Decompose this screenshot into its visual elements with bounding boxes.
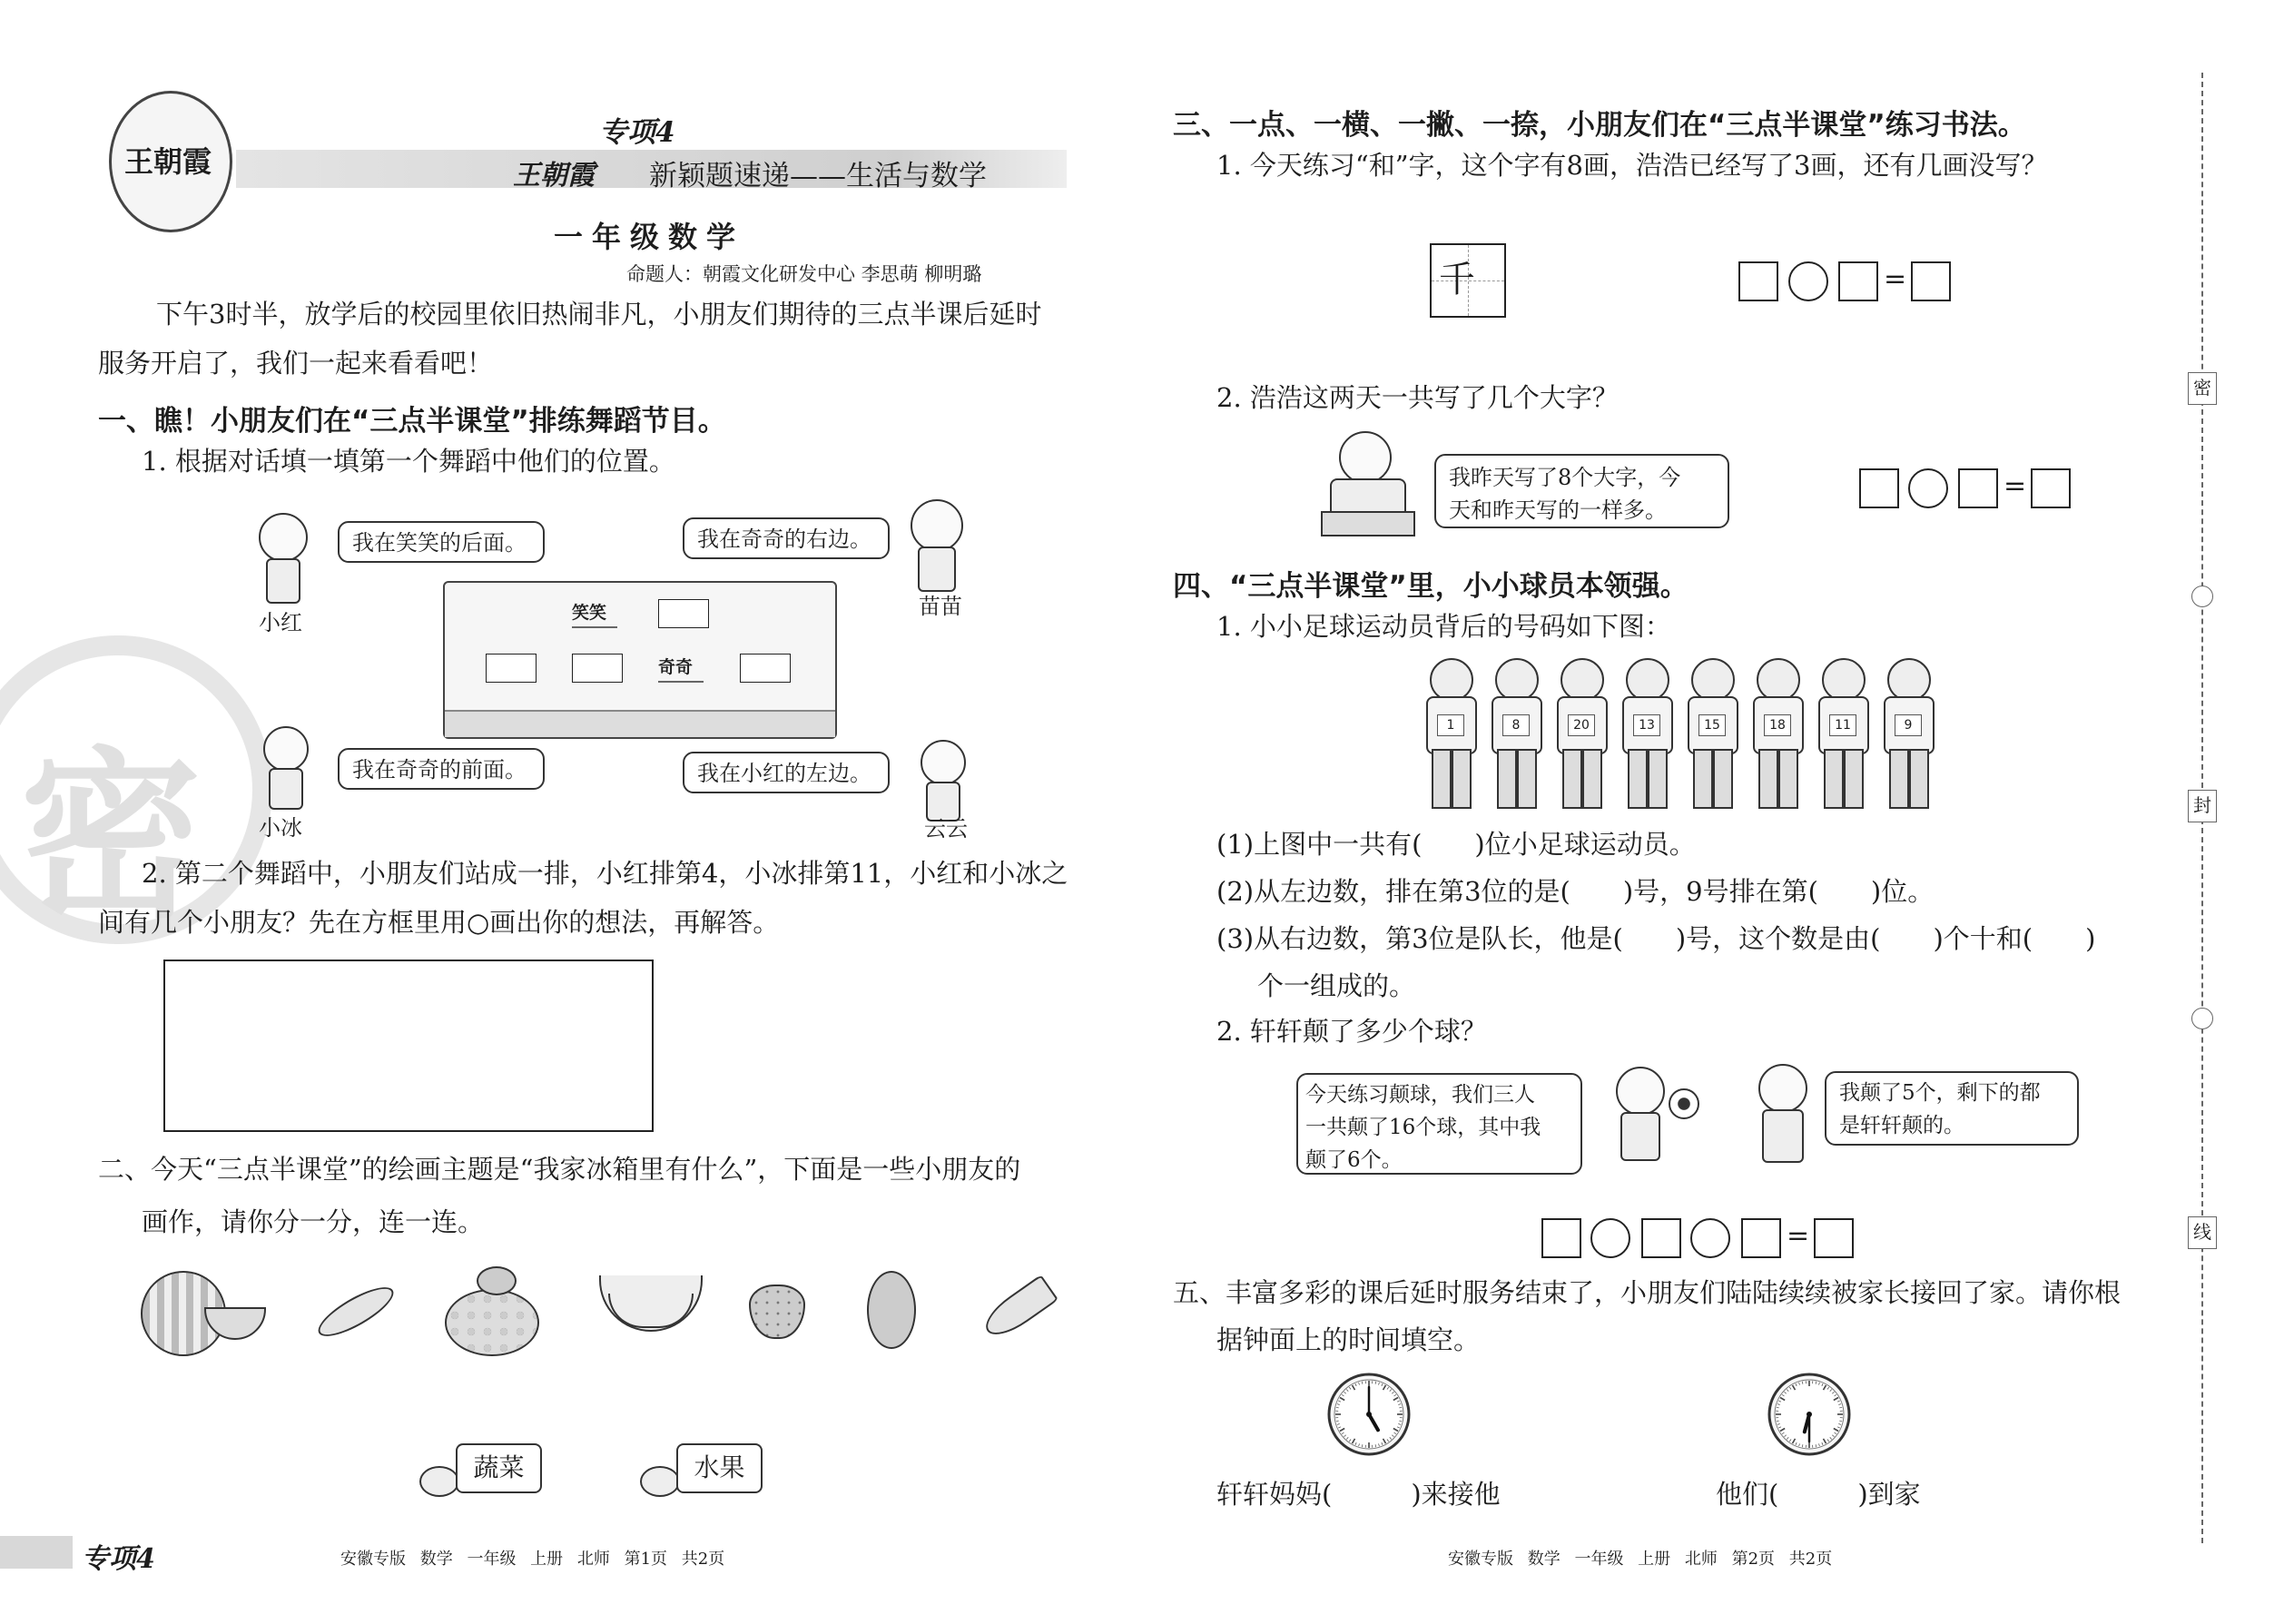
speech-haohao-line2: 天和昨天写的一样多。	[1449, 497, 1667, 523]
player-number: 1	[1437, 714, 1464, 736]
grapes-icon[interactable]	[445, 1266, 536, 1357]
calligraphy-grid	[1430, 243, 1506, 318]
boy-writing-figure	[1321, 431, 1412, 536]
speech-haohao	[1434, 454, 1729, 528]
binding-circle-icon	[2191, 1008, 2213, 1029]
intro-line2: 服务开启了，我们一起来看看吧！	[98, 348, 494, 379]
player-number: 9	[1895, 714, 1922, 736]
eq3-box-b[interactable]	[1641, 1218, 1681, 1258]
eq2-box-a[interactable]	[1859, 468, 1899, 508]
section4-sub3-line1: (3)从右边数，第3位是队长，他是( )号，这个数是由( )个十和( )	[1216, 923, 2096, 954]
speech-juggle-left-3: 颠了6个。	[1305, 1148, 1403, 1172]
binding-box: 封	[2188, 790, 2217, 822]
clock-2	[1766, 1371, 1853, 1458]
soccer-player	[1813, 658, 1871, 811]
clock-1	[1325, 1371, 1413, 1458]
player-number: 18	[1764, 714, 1791, 736]
kid-miaomiao-name: 苗苗	[919, 594, 962, 619]
section4-sub1: (1)上图中一共有( )位小足球运动员。	[1216, 829, 1696, 860]
kid-xiaohong-figure	[250, 513, 313, 604]
dance-stage	[443, 581, 837, 739]
footer-tag-bg	[0, 1536, 73, 1569]
eq2-box-b[interactable]	[1958, 468, 1998, 508]
snail-icon	[640, 1466, 680, 1497]
soccer-player	[1486, 658, 1544, 811]
eq1-box-c[interactable]	[1911, 261, 1951, 301]
boy-juggling-figure	[1607, 1067, 1698, 1194]
kid-yunyun-figure	[910, 740, 973, 822]
stage-slot	[658, 654, 704, 683]
player-number: 13	[1633, 714, 1660, 736]
eq3-box-d[interactable]	[1814, 1218, 1854, 1258]
footer-tag: 专项4	[82, 1543, 155, 1575]
eq3-box-a[interactable]	[1541, 1218, 1581, 1258]
stage-blank-4[interactable]	[740, 654, 791, 683]
section1-title: 一、瞧！小朋友们在“三点半课堂”排练舞蹈节目。	[98, 405, 726, 438]
kid-xiaohong-name: 小红	[259, 610, 302, 635]
calligraphy-char: 千	[1439, 259, 1475, 300]
binding-circle-icon	[2191, 586, 2213, 607]
speech-juggle-right	[1825, 1071, 2079, 1146]
section3-title: 三、一点、一横、一撇、一捺，小朋友们在“三点半课堂”练习书法。	[1173, 109, 2026, 142]
kid-yunyun-name: 云云	[924, 816, 968, 842]
eq2-equals: =	[2004, 470, 2027, 502]
section1-q2-line1: 2. 第二个舞蹈中，小朋友们站成一排，小红排第4，小冰排第11，小红和小冰之	[142, 858, 1068, 889]
speech-juggle-left	[1296, 1073, 1582, 1175]
banner-brand: 王朝霞	[513, 160, 595, 192]
kid-xiaobing-name: 小冰	[259, 815, 302, 841]
stage-blank-2[interactable]	[486, 654, 537, 683]
soccer-player	[1617, 658, 1675, 811]
eq2-box-c[interactable]	[2031, 468, 2071, 508]
eq1-op[interactable]	[1788, 261, 1828, 301]
section5-line1: 五、丰富多彩的课后延时服务结束了，小朋友们陆陆续续被家长接回了家。请你根	[1173, 1277, 2122, 1308]
player-number: 11	[1829, 714, 1856, 736]
answer-box[interactable]	[163, 960, 654, 1132]
footer-right-info: 安徽专版 数学 一年级 上册 北师 第2页 共2页	[1448, 1550, 1833, 1569]
eq2-op[interactable]	[1908, 468, 1948, 508]
carrot-icon[interactable]	[971, 1266, 1058, 1343]
footer-left-info: 安徽专版 数学 一年级 上册 北师 第1页 共2页	[340, 1550, 725, 1569]
stage-blank-1[interactable]	[658, 599, 709, 628]
stage-blank-3[interactable]	[572, 654, 623, 683]
series-label: 专项4	[599, 116, 675, 149]
banner-title: 新颖题速递——生活与数学	[649, 160, 987, 192]
speech-juggle-right-2: 是轩轩颠的。	[1839, 1114, 1964, 1137]
authors: 命题人：朝霞文化研发中心 李思萌 柳明璐	[626, 263, 982, 285]
section1-q2-line2: 间有几个小朋友？先在方框里用○画出你的想法，再解答。	[98, 907, 780, 938]
watermelon-icon[interactable]	[141, 1271, 263, 1353]
watermark-seal	[0, 635, 272, 944]
eq1-equals: =	[1884, 263, 1907, 295]
boy-standing-figure	[1748, 1064, 1820, 1191]
pepper-icon[interactable]	[313, 1271, 395, 1343]
section4-title: 四、“三点半课堂”里，小小球员本领强。	[1173, 570, 1689, 603]
clock-fill-right[interactable]: 他们( )到家	[1716, 1479, 1921, 1510]
speech-xiaohong: 我在笑笑的后面。	[338, 521, 545, 563]
section4-q2: 2. 轩轩颠了多少个球？	[1216, 1016, 1487, 1047]
section3-q1: 1. 今天练习“和”字，这个字有8画，浩浩已经写了3画，还有几画没写？	[1216, 150, 2048, 181]
eq1-box-b[interactable]	[1838, 261, 1878, 301]
soccer-ball-icon	[1669, 1088, 1699, 1119]
players-row	[1421, 658, 1947, 812]
section2-line2: 画作，请你分一分，连一连。	[142, 1206, 485, 1237]
player-number: 20	[1568, 714, 1595, 736]
speech-juggle-left-2: 一共颠了16个球，其中我	[1305, 1116, 1541, 1139]
stage-slot	[572, 599, 617, 628]
stage-qiqi: 奇奇	[658, 657, 694, 677]
eq3-op-2[interactable]	[1690, 1218, 1730, 1258]
player-number: 8	[1502, 714, 1530, 736]
banana-icon[interactable]	[599, 1266, 699, 1339]
soccer-player	[1878, 658, 1936, 811]
category-fruit[interactable]: 水果	[676, 1443, 763, 1493]
eq1-box-a[interactable]	[1738, 261, 1778, 301]
eq3-equals: =	[1787, 1220, 1810, 1252]
soccer-player	[1551, 658, 1610, 811]
section2-line1: 二、今天“三点半课堂”的绘画主题是“我家冰箱里有什么”，下面是一些小朋友的	[98, 1154, 1021, 1185]
strawberry-icon[interactable]	[749, 1275, 803, 1339]
title-banner	[236, 150, 1067, 192]
section4-sub3-line2: 个一组成的。	[1257, 970, 1416, 1001]
speech-xiaobing: 我在奇奇的前面。	[338, 748, 545, 790]
section5-line2: 据钟面上的时间填空。	[1216, 1324, 1481, 1355]
logo-badge	[109, 91, 232, 232]
speech-juggle-right-1: 我颠了5个，剩下的都	[1839, 1081, 2041, 1105]
speech-miaomiao: 我在奇奇的右边。	[683, 517, 890, 559]
category-vegetable[interactable]: 蔬菜	[456, 1443, 542, 1493]
logo-text: 王朝霞	[124, 144, 212, 179]
eggplant-icon[interactable]	[862, 1266, 917, 1348]
watermark-text: 密	[20, 730, 202, 943]
eq3-box-c[interactable]	[1741, 1218, 1781, 1258]
kid-miaomiao-figure	[903, 499, 967, 590]
section3-q2: 2. 浩浩这两天一共写了几个大字？	[1216, 382, 1619, 413]
binding-box: 线	[2188, 1216, 2217, 1249]
binding-box: 密	[2188, 372, 2217, 405]
eq3-op-1[interactable]	[1590, 1218, 1630, 1258]
section1-q1: 1. 根据对话填一填第一个舞蹈中他们的位置。	[142, 446, 675, 477]
kid-xiaobing-figure	[252, 726, 316, 808]
section4-sub2: (2)从左边数，排在第3位的是( )号，9号排在第( )位。	[1216, 876, 1935, 907]
subject-title: 一年级数学	[554, 220, 745, 254]
stage-xiaoxiao: 笑笑	[572, 603, 607, 623]
speech-haohao-line1: 我昨天写了8个大字，今	[1449, 465, 1681, 490]
section4-q1: 1. 小小足球运动员背后的号码如下图：	[1216, 611, 1671, 642]
snail-icon	[419, 1466, 459, 1497]
soccer-player	[1748, 658, 1806, 811]
soccer-player	[1682, 658, 1740, 811]
intro-line1: 下午3时半，放学后的校园里依旧热闹非凡，小朋友们期待的三点半课后延时	[156, 299, 1042, 330]
soccer-player	[1421, 658, 1479, 811]
speech-juggle-left-1: 今天练习颠球，我们三人	[1305, 1083, 1535, 1107]
clock-fill-left[interactable]: 轩轩妈妈( )来接他	[1216, 1479, 1501, 1510]
player-number: 15	[1698, 714, 1726, 736]
speech-yunyun: 我在小红的左边。	[683, 752, 890, 793]
